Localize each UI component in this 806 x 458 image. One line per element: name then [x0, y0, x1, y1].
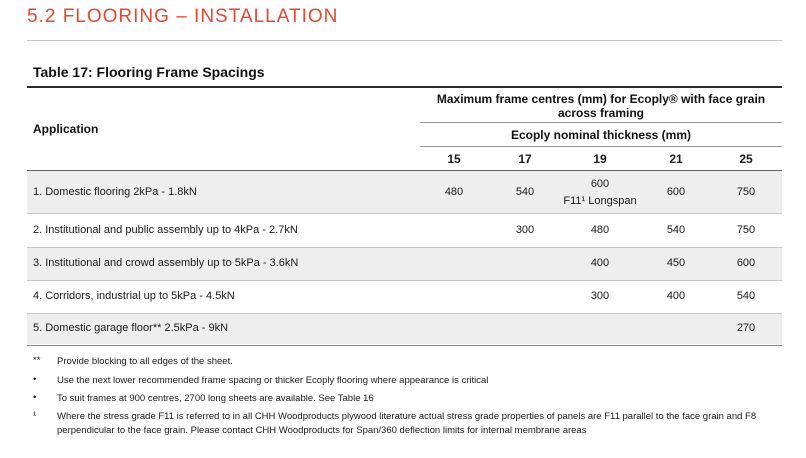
cell-19: 600 — [590, 178, 610, 190]
header-max-frame-centres: Maximum frame centres (mm) for Ecoply® with face grain across framing — [436, 92, 766, 120]
note-text: Provide blocking to all edges of the sheet. — [57, 356, 233, 367]
cell-19: 400 — [590, 257, 610, 269]
table-row — [27, 248, 782, 280]
header-rule — [420, 122, 782, 123]
header-nominal-thickness: Ecoply nominal thickness (mm) — [510, 128, 692, 142]
table-top-rule — [27, 86, 782, 88]
title-divider — [27, 40, 782, 41]
cell-21: 600 — [666, 186, 686, 198]
table-row — [27, 171, 782, 213]
cell-19: 300 — [590, 290, 610, 302]
note-text: Where the stress grade F11 is referred to in all CHH Woodproducts plywood literature actual stress grade properties of panels are F11 parallel to the face grain and F8 perpendicular to the face grain. Please contact CHH Woodproducts for Span/360 deflection limits for internal membrane areas — [57, 411, 757, 436]
table-bottom-rule — [27, 345, 782, 346]
table-row — [27, 314, 782, 344]
thickness-header-19: 19 — [593, 152, 607, 166]
cell-17: 540 — [515, 186, 535, 198]
thickness-header-21: 21 — [669, 152, 683, 166]
row-label: 4. Corridors, industrial up to 5kPa - 4.5kN — [33, 290, 235, 302]
note-bullet: • — [33, 392, 37, 403]
cell-25: 600 — [736, 257, 756, 269]
row-label: 2. Institutional and public assembly up to 4kPa - 2.7kN — [33, 224, 298, 236]
cell-17: 300 — [515, 224, 535, 236]
cell-25: 540 — [736, 290, 756, 302]
note-bullet: • — [33, 374, 37, 385]
table-row — [27, 214, 782, 247]
thickness-header-17: 17 — [518, 152, 532, 166]
thickness-header-15: 15 — [447, 152, 461, 166]
row-label: 5. Domestic garage floor** 2.5kPa - 9kN — [33, 322, 229, 334]
cell-25: 750 — [736, 224, 756, 236]
cell-19-note: F11¹ Longspan — [563, 195, 637, 207]
cell-25: 270 — [736, 322, 756, 334]
thickness-header-25: 25 — [739, 152, 753, 166]
header-rule — [420, 146, 782, 147]
row-label: 1. Domestic flooring 2kPa - 1.8kN — [33, 186, 197, 198]
table-row — [27, 281, 782, 313]
table-title: Table 17: Flooring Frame Spacings — [33, 64, 265, 80]
cell-25: 750 — [736, 186, 756, 198]
note-text: To suit frames at 900 centres, 2700 long sheets are available. See Table 16 — [57, 393, 374, 404]
note-footnote-mark: ¹ — [33, 410, 37, 421]
cell-19: 480 — [590, 224, 610, 236]
header-application: Application — [33, 122, 99, 136]
cell-21: 400 — [666, 290, 686, 302]
cell-21: 540 — [666, 224, 686, 236]
note-text: Use the next lower recommended frame spacing or thicker Ecoply flooring where appearance is critical — [57, 375, 489, 386]
cell-15: 480 — [444, 186, 464, 198]
cell-21: 450 — [666, 257, 686, 269]
section-title: 5.2 FLOORING – INSTALLATION — [27, 6, 339, 27]
note-mark: ** — [33, 355, 41, 366]
row-label: 3. Institutional and crowd assembly up to 5kPa - 3.6kN — [33, 257, 299, 269]
